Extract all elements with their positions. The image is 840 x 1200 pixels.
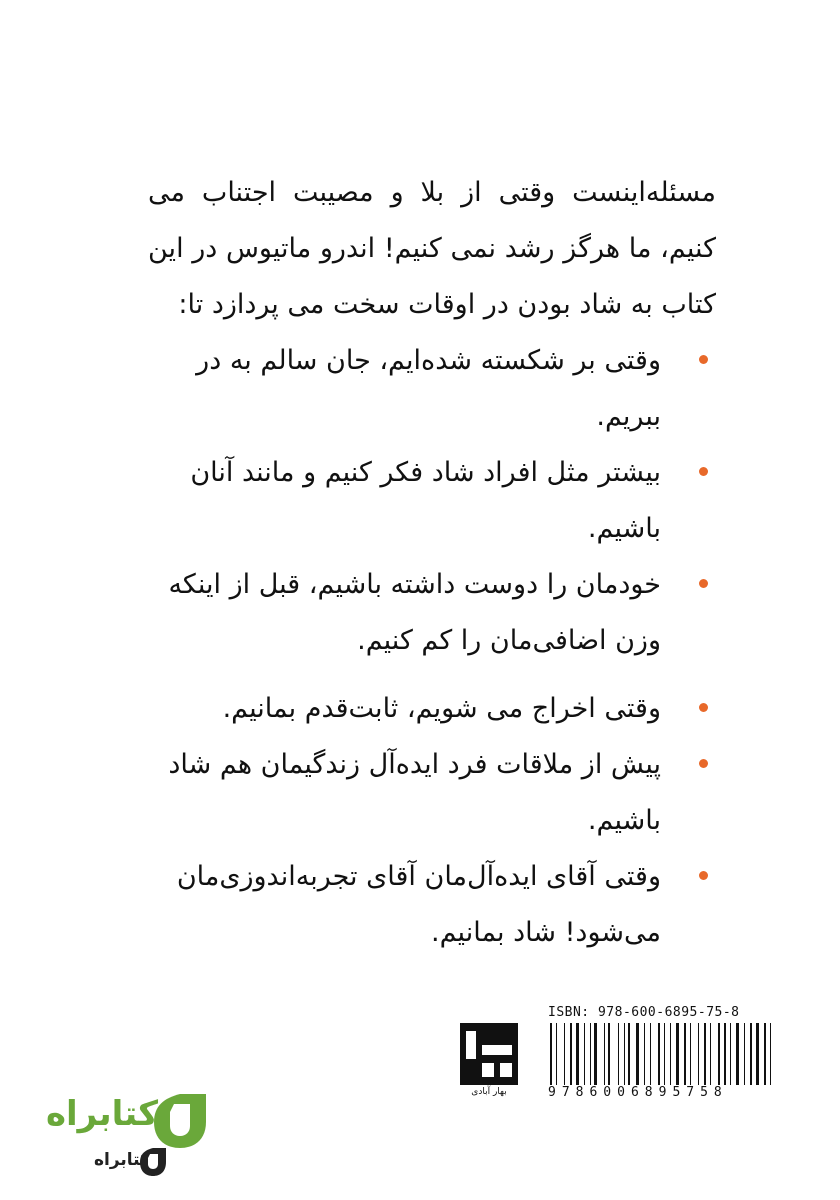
- orange-bullet-icon: [699, 703, 708, 712]
- orange-bullet-icon: [699, 759, 708, 768]
- bullet-text: وقتی آقای ایده‌آل‌مان آقای تجربه‌اندوزی‌مان می‌شود! شاد بمانیم.: [176, 861, 661, 948]
- barcode-block: [460, 1005, 820, 1105]
- orange-bullet-icon: [699, 579, 708, 588]
- bullet-text: پیش از ملاقات فرد ایده‌آل زندگیمان هم شاد باشیم.: [168, 749, 661, 836]
- orange-bullet-icon: [699, 871, 708, 880]
- back-cover-blurb: مسئله‌اینست وقتی از بلا و مصیبت اجتناب می کنیم، ما هرگز رشد نمی کنیم! اندرو ماتیوس در این کتاب به شاد بودن در اوقات سخت می پردازد تا:: [148, 177, 716, 320]
- isbn-text: ISBN: 978-600-6895-75-8: [548, 1005, 740, 1020]
- ketabrah-logo-icon: [150, 1090, 210, 1152]
- bullet-item: [148, 557, 716, 669]
- barcode-digits: 9786006895758: [548, 1085, 728, 1100]
- publisher-name: بهار آبادی: [471, 1087, 507, 1097]
- bullet-text: وقتی اخراج می شویم، ثابت‌قدم بمانیم.: [222, 693, 661, 724]
- bullet-spacer: [148, 669, 716, 681]
- bullet-text: وقتی بر شکسته شده‌ایم، جان سالم به در ببریم.: [196, 345, 661, 432]
- orange-bullet-icon: [699, 355, 708, 364]
- bullet-item: [148, 681, 716, 737]
- ketabrah-watermark: [40, 1090, 220, 1190]
- watermark-small-text: کتابراه: [93, 1150, 150, 1170]
- barcode-icon: [548, 1023, 816, 1085]
- bullet-item: [148, 445, 716, 557]
- watermark-text: کتابراه: [45, 1094, 158, 1134]
- bullet-list: [148, 333, 716, 961]
- orange-bullet-icon: [699, 467, 708, 476]
- bullet-text: بیشتر مثل افراد شاد فکر کنیم و مانند آنان باشیم.: [190, 457, 661, 544]
- bullet-item: [148, 849, 716, 961]
- bullet-item: [148, 333, 716, 445]
- bullet-item: [148, 737, 716, 849]
- bullet-text: خودمان را دوست داشته باشیم، قبل از اینکه وزن اضافی‌مان را کم کنیم.: [168, 569, 661, 656]
- publisher-logo-icon: [460, 1023, 518, 1085]
